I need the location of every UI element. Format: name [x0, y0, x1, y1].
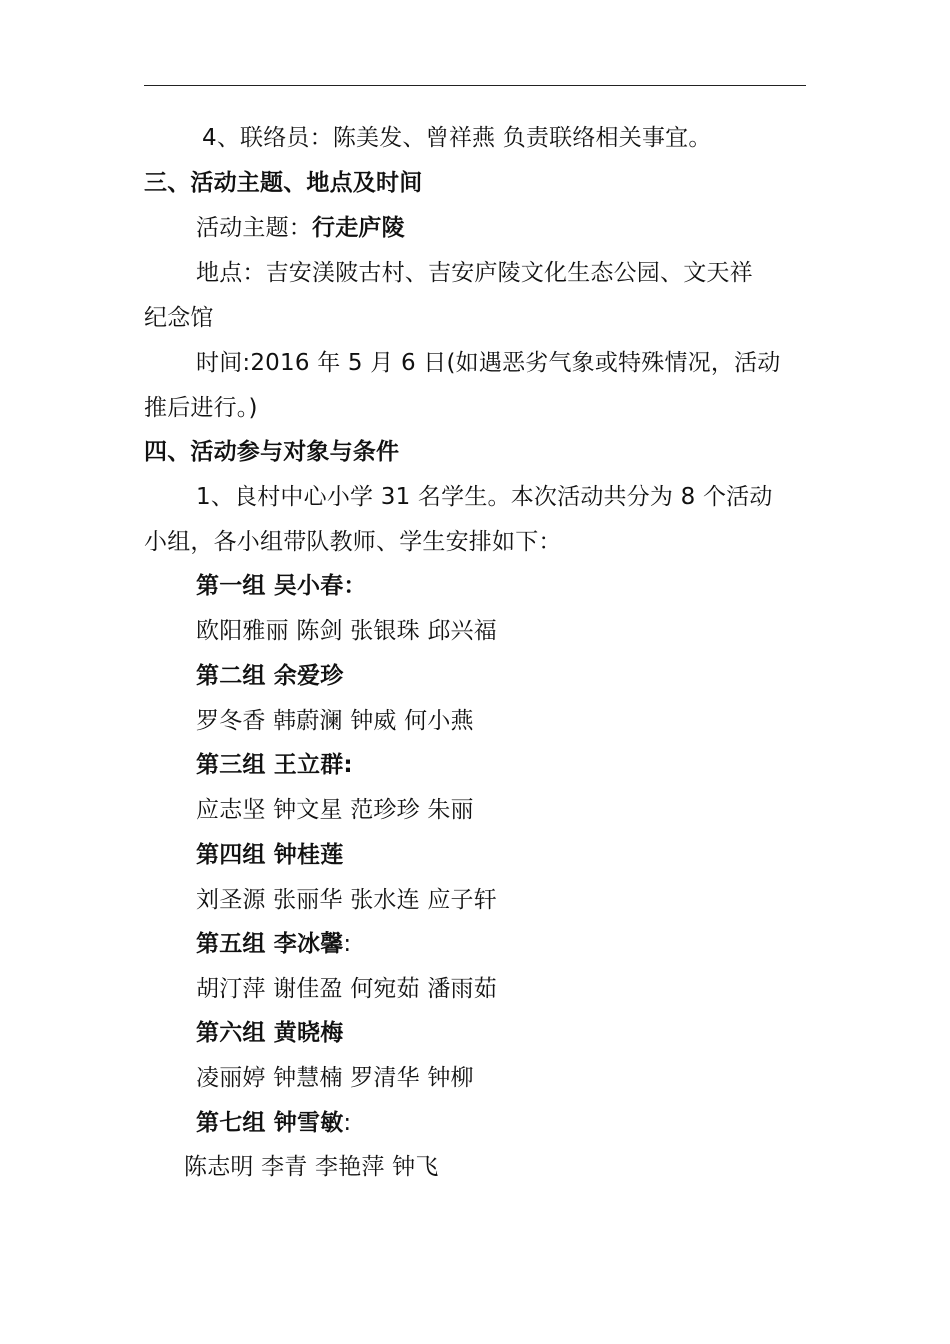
- group-3-members: 应志坚 钟文星 范珍珍 朱丽: [196, 797, 474, 823]
- theme-label: 活动主题：: [196, 215, 312, 241]
- group-heading-suffix: :: [343, 931, 352, 957]
- group-heading-text: 第六组 黄晓梅: [196, 1020, 344, 1046]
- theme-line: [196, 213, 405, 243]
- group-heading-text: 第二组 余爱珍: [196, 663, 344, 689]
- location-line-1: 地点：吉安渼陂古村、吉安庐陵文化生态公园、文天祥: [196, 260, 753, 286]
- contact-line: 4、联络员：陈美发、曾祥燕 负责联络相关事宜。: [202, 125, 712, 151]
- group-4-heading: [196, 840, 343, 870]
- group-heading-text: 第七组 钟雪敏: [196, 1110, 344, 1136]
- section-3-heading: 三、活动主题、地点及时间: [144, 170, 423, 196]
- group-heading-text: 第五组 李冰馨: [196, 931, 344, 957]
- location-line-2: 纪念馆: [144, 305, 214, 331]
- group-3-heading: [196, 750, 353, 780]
- group-1-heading: [196, 571, 367, 601]
- group-1-members: 欧阳雅丽 陈剑 张银珠 邱兴福: [196, 618, 497, 644]
- group-7-members: 陈志明 李青 李艳萍 钟飞: [184, 1154, 439, 1180]
- group-heading-text: 第三组 王立群:: [196, 752, 353, 778]
- time-line-1: 时间:2016 年 5 月 6 日(如遇恶劣气象或特殊情况，活动: [196, 350, 781, 376]
- group-6-heading: [196, 1018, 343, 1048]
- participants-line-2: 小组，各小组带队教师、学生安排如下：: [144, 529, 562, 555]
- group-7-heading: [196, 1108, 351, 1138]
- group-2-members: 罗冬香 韩蔚澜 钟威 何小燕: [196, 708, 474, 734]
- participants-line-1: 1、良村中心小学 31 名学生。本次活动共分为 8 个活动: [196, 484, 773, 510]
- time-line-2: 推后进行。): [144, 395, 258, 421]
- group-heading-text: 第四组 钟桂莲: [196, 842, 344, 868]
- section-4-heading: 四、活动参与对象与条件: [144, 439, 400, 465]
- group-6-members: 凌丽婷 钟慧楠 罗清华 钟柳: [196, 1065, 474, 1091]
- theme-value: 行走庐陵: [312, 215, 405, 241]
- group-5-members: 胡汀萍 谢佳盈 何宛茹 潘雨茹: [196, 976, 497, 1002]
- group-2-heading: [196, 661, 343, 691]
- header-rule: [144, 85, 806, 86]
- group-heading-text: 第一组 吴小春：: [196, 573, 367, 599]
- group-5-heading: [196, 929, 351, 959]
- group-4-members: 刘圣源 张丽华 张水连 应子轩: [196, 887, 497, 913]
- group-heading-suffix: :: [343, 1110, 352, 1136]
